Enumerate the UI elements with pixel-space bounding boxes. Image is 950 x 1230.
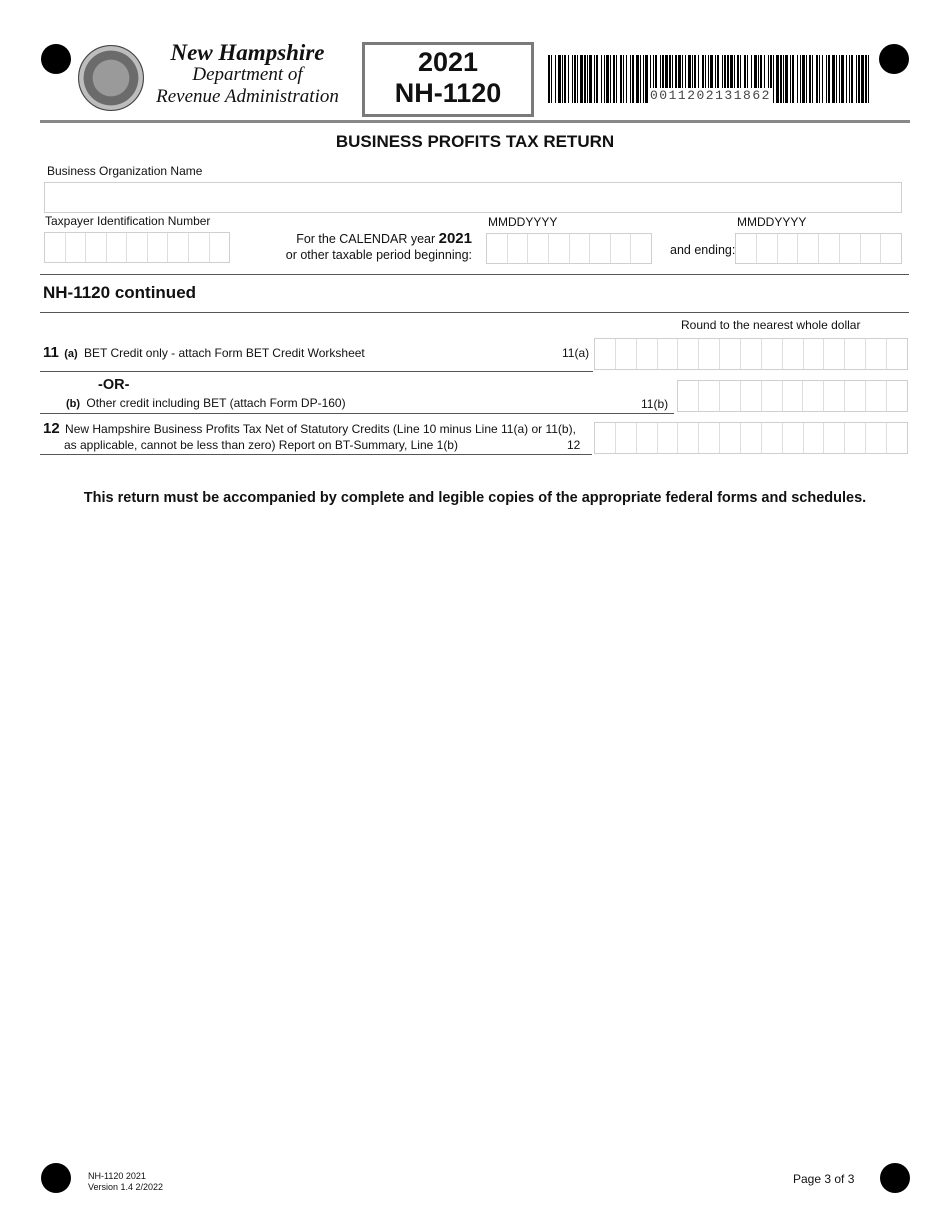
- barcode-bar: [613, 55, 615, 103]
- section-divider-bottom: [40, 312, 909, 313]
- line-11a-underline: [40, 371, 593, 372]
- barcode-bar: [616, 55, 617, 103]
- barcode-bar: [564, 55, 566, 103]
- char-cell[interactable]: [804, 423, 825, 453]
- char-cell[interactable]: [845, 339, 866, 369]
- org-name-field[interactable]: [44, 182, 902, 213]
- char-cell[interactable]: [210, 233, 230, 262]
- barcode-bar: [548, 55, 550, 103]
- line-11b-ref: 11(b): [641, 397, 669, 411]
- barcode-bar: [551, 55, 552, 103]
- registration-mark-top-left: [41, 44, 71, 74]
- char-cell[interactable]: [720, 381, 741, 411]
- barcode-bar: [856, 55, 857, 103]
- char-cell[interactable]: [148, 233, 169, 262]
- char-cell[interactable]: [866, 423, 887, 453]
- char-cell[interactable]: [783, 423, 804, 453]
- barcode-bar: [792, 55, 794, 103]
- barcode-bar: [839, 55, 840, 103]
- calendar-year-prefix: For the CALENDAR year: [296, 232, 436, 246]
- char-cell[interactable]: [720, 423, 741, 453]
- line-11b-amount[interactable]: [677, 380, 908, 412]
- barcode-bar: [785, 55, 788, 103]
- org-name-label: Business Organization Name: [47, 164, 203, 178]
- barcode-bar: [589, 55, 592, 103]
- section-divider-top: [40, 274, 909, 275]
- char-cell[interactable]: [678, 381, 699, 411]
- line-12-number: 12: [43, 420, 60, 437]
- char-cell[interactable]: [741, 423, 762, 453]
- barcode-bar: [773, 55, 774, 103]
- char-cell[interactable]: [798, 234, 819, 263]
- barcode-bar: [594, 55, 595, 103]
- barcode-bar: [780, 55, 782, 103]
- char-cell[interactable]: [783, 339, 804, 369]
- char-cell[interactable]: [611, 234, 632, 263]
- agency-line-1: New Hampshire: [170, 40, 325, 65]
- barcode-bar: [861, 55, 864, 103]
- date-format-end: MMDDYYYY: [737, 215, 807, 229]
- barcode-bar: [790, 55, 791, 103]
- footer-version: Version 1.4 2/2022: [88, 1182, 164, 1192]
- char-cell[interactable]: [658, 339, 679, 369]
- barcode-bar: [846, 55, 847, 103]
- line-11a-amount[interactable]: [594, 338, 908, 370]
- line-12-description: [43, 420, 576, 437]
- barcode-bar: [819, 55, 820, 103]
- barcode-bar: [610, 55, 611, 103]
- barcode-bar: [865, 55, 867, 103]
- char-cell[interactable]: [804, 339, 825, 369]
- char-cell[interactable]: [881, 234, 901, 263]
- char-cell[interactable]: [168, 233, 189, 262]
- barcode-bar: [630, 55, 631, 103]
- char-cell[interactable]: [86, 233, 107, 262]
- char-cell[interactable]: [189, 233, 210, 262]
- char-cell[interactable]: [741, 381, 762, 411]
- char-cell[interactable]: [845, 381, 866, 411]
- agency-line-3: Revenue Administration: [156, 86, 339, 107]
- barcode-bar: [776, 55, 779, 103]
- footer-form-year: NH-1120 2021: [88, 1171, 146, 1181]
- attachment-notice: This return must be accompanied by complete and legible copies of the appropriate federal forms and schedules.: [83, 490, 867, 506]
- char-cell[interactable]: [66, 233, 87, 262]
- char-cell[interactable]: [678, 423, 699, 453]
- char-cell[interactable]: [861, 234, 882, 263]
- barcode-bar: [580, 55, 583, 103]
- calendar-year-value: 2021: [438, 230, 472, 247]
- char-cell[interactable]: [824, 423, 845, 453]
- state-seal-logo: [78, 45, 144, 111]
- char-cell[interactable]: [127, 233, 148, 262]
- char-cell[interactable]: [637, 339, 658, 369]
- calendar-year-label: [250, 230, 472, 247]
- date-format-begin: MMDDYYYY: [488, 215, 558, 229]
- barcode-bar: [841, 55, 844, 103]
- barcode-bar: [812, 55, 813, 103]
- tin-label: Taxpayer Identification Number: [45, 214, 211, 228]
- barcode-number: 0011202131862: [650, 88, 771, 103]
- barcode-bar: [620, 55, 622, 103]
- registration-mark-top-right: [879, 44, 909, 74]
- char-cell[interactable]: [866, 339, 887, 369]
- agency-name: [145, 42, 350, 108]
- line-12-text-2: as applicable, cannot be less than zero) Report on BT-Summary, Line 1(b): [64, 438, 458, 452]
- registration-mark-bottom-right: [880, 1163, 910, 1193]
- char-cell[interactable]: [887, 381, 907, 411]
- line-11b-sub: (b): [66, 398, 81, 410]
- char-cell[interactable]: [699, 423, 720, 453]
- char-cell[interactable]: [570, 234, 591, 263]
- barcode-bar: [626, 55, 627, 103]
- barcode-bar: [849, 55, 850, 103]
- char-cell[interactable]: [720, 339, 741, 369]
- line-11-number: 11: [43, 344, 59, 361]
- barcode-bar: [868, 55, 869, 103]
- barcode-bar: [806, 55, 807, 103]
- barcode-bar: [572, 55, 573, 103]
- barcode-bar: [596, 55, 598, 103]
- and-ending-label: and ending:: [670, 243, 736, 257]
- barcode-bar: [858, 55, 860, 103]
- char-cell[interactable]: [528, 234, 549, 263]
- form-year: 2021: [417, 47, 479, 77]
- barcode-bar: [826, 55, 827, 103]
- char-cell[interactable]: [590, 234, 611, 263]
- barcode-bar: [577, 55, 578, 103]
- form-id-box: [362, 42, 534, 117]
- line-11a-ref: 11(a): [562, 346, 590, 360]
- barcode-bar: [584, 55, 586, 103]
- barcode-bar: [604, 55, 605, 103]
- barcode-bar: [802, 55, 805, 103]
- line-11a-description: [43, 344, 365, 361]
- line-12-text-1: New Hampshire Business Profits Tax Net of Statutory Credits (Line 10 minus Line 11(a) or 11(b),: [65, 422, 576, 436]
- char-cell[interactable]: [637, 423, 658, 453]
- period-end-field[interactable]: [735, 233, 902, 264]
- period-beginning-label: or other taxable period beginning:: [285, 248, 472, 262]
- barcode-bar: [632, 55, 634, 103]
- char-cell[interactable]: [487, 234, 508, 263]
- barcode-bar: [836, 55, 837, 103]
- registration-mark-bottom-left: [41, 1163, 71, 1193]
- char-cell[interactable]: [757, 234, 778, 263]
- barcode-bar: [809, 55, 811, 103]
- agency-line-2: Department of: [192, 64, 303, 85]
- line-12-underline: [40, 454, 592, 455]
- char-cell[interactable]: [783, 381, 804, 411]
- char-cell[interactable]: [595, 423, 616, 453]
- barcode-bar: [606, 55, 609, 103]
- char-cell[interactable]: [762, 339, 783, 369]
- barcode-bar: [816, 55, 818, 103]
- char-cell[interactable]: [741, 339, 762, 369]
- barcode-bar: [828, 55, 830, 103]
- barcode-bar: [574, 55, 576, 103]
- tin-field[interactable]: [44, 232, 230, 263]
- char-cell[interactable]: [658, 423, 679, 453]
- char-cell[interactable]: [699, 339, 720, 369]
- line-11b-text: Other credit including BET (attach Form DP-160): [86, 396, 346, 410]
- char-cell[interactable]: [631, 234, 651, 263]
- line-11b-description: [66, 396, 346, 410]
- barcode-bar: [640, 55, 641, 103]
- char-cell[interactable]: [45, 233, 66, 262]
- char-cell[interactable]: [678, 339, 699, 369]
- char-cell[interactable]: [616, 423, 637, 453]
- barcode-bar: [601, 55, 602, 103]
- char-cell[interactable]: [819, 234, 840, 263]
- char-cell[interactable]: [762, 423, 783, 453]
- barcode-bar: [558, 55, 561, 103]
- char-cell[interactable]: [699, 381, 720, 411]
- header-divider: [40, 120, 910, 123]
- line-12-ref: 12: [567, 438, 581, 452]
- char-cell[interactable]: [824, 339, 845, 369]
- char-cell[interactable]: [762, 381, 783, 411]
- char-cell[interactable]: [824, 381, 845, 411]
- char-cell[interactable]: [595, 339, 616, 369]
- char-cell[interactable]: [616, 339, 637, 369]
- barcode-bar: [587, 55, 588, 103]
- char-cell[interactable]: [803, 381, 824, 411]
- barcode-bar: [783, 55, 784, 103]
- barcode-bar: [822, 55, 823, 103]
- line-11a-sub: (a): [64, 348, 78, 360]
- line-12-amount[interactable]: [594, 422, 908, 454]
- char-cell[interactable]: [845, 423, 866, 453]
- barcode-bar: [800, 55, 801, 103]
- char-cell[interactable]: [866, 381, 887, 411]
- barcode-bar: [851, 55, 853, 103]
- char-cell[interactable]: [840, 234, 861, 263]
- char-cell[interactable]: [508, 234, 529, 263]
- char-cell[interactable]: [736, 234, 757, 263]
- barcode-bar: [643, 55, 644, 103]
- char-cell[interactable]: [887, 423, 907, 453]
- char-cell[interactable]: [887, 339, 907, 369]
- barcode-bar: [568, 55, 569, 103]
- period-begin-field[interactable]: [486, 233, 652, 264]
- line-11a-text: BET Credit only - attach Form BET Credit Worksheet: [84, 346, 365, 360]
- barcode-bar: [555, 55, 556, 103]
- barcode-bar: [832, 55, 835, 103]
- barcode-bar: [562, 55, 563, 103]
- page-number: Page 3 of 3: [793, 1172, 855, 1186]
- round-note: Round to the nearest whole dollar: [681, 318, 861, 332]
- barcode-bar: [636, 55, 639, 103]
- form-number: NH-1120: [394, 78, 502, 108]
- line-11b-underline: [40, 413, 674, 414]
- section-title: NH-1120 continued: [43, 283, 197, 302]
- char-cell[interactable]: [549, 234, 570, 263]
- form-title: BUSINESS PROFITS TAX RETURN: [335, 132, 615, 151]
- or-separator: -OR-: [98, 377, 130, 393]
- char-cell[interactable]: [778, 234, 799, 263]
- char-cell[interactable]: [107, 233, 128, 262]
- barcode-bar: [797, 55, 798, 103]
- barcode-bar: [623, 55, 624, 103]
